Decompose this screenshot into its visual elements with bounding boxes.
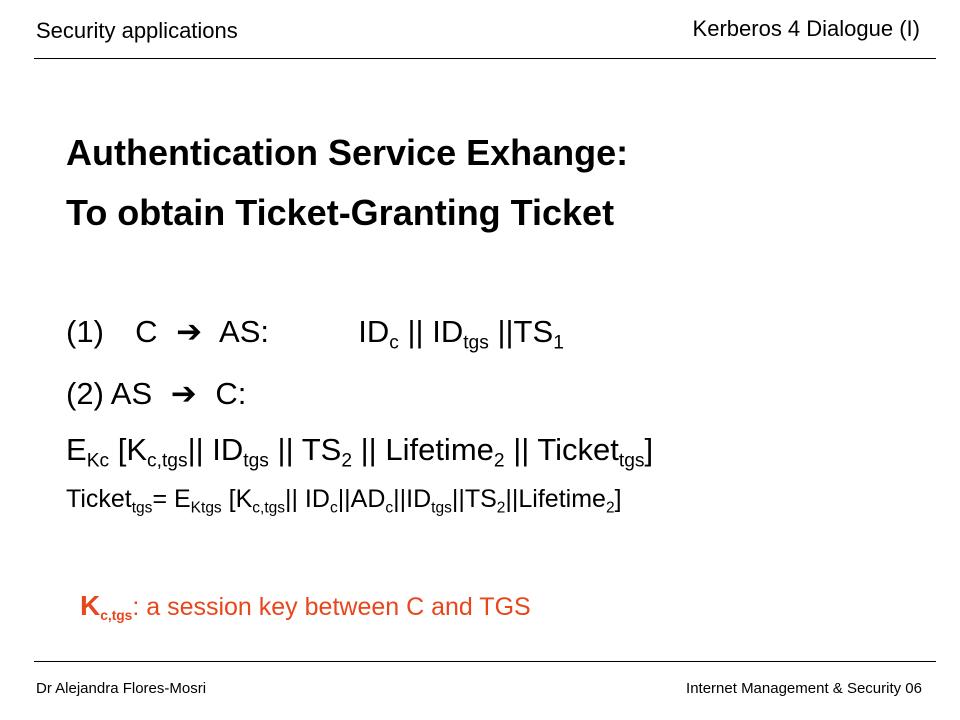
formula-e: E [66, 432, 87, 467]
ticket-sub: Ktgs [190, 499, 222, 517]
formula-part: || Lifetime [352, 432, 494, 467]
step2-line [66, 376, 246, 412]
arrow-right-icon: ➔ [176, 314, 203, 349]
formula-kctgs-sub: c,tgs [147, 450, 188, 472]
footer-divider [34, 661, 936, 662]
step1-tgs-sub: tgs [463, 332, 489, 354]
message-formula [66, 432, 654, 472]
ticket-sub: c [385, 499, 394, 517]
ticket-sub: tgs [131, 499, 153, 517]
ticket-part: || ID [285, 485, 330, 513]
ticket-part: ||TS [451, 485, 497, 513]
header-divider [34, 58, 936, 59]
step1-to: AS: [219, 314, 270, 349]
step1-id-sub: c [389, 332, 399, 354]
note-text: : a session key between C and TGS [132, 593, 531, 621]
formula-part: || Ticket [504, 432, 619, 467]
note-key-sub: c,tgs [100, 607, 133, 623]
footer-course: Internet Management & Security 06 [686, 680, 922, 697]
ticket-sub: c,tgs [252, 499, 285, 517]
slide-title-line1: Authentication Service Exhange: [66, 132, 629, 173]
slide-title-line2: To obtain Ticket-Granting Ticket [66, 192, 615, 233]
ticket-sub: 2 [496, 499, 506, 517]
ticket-part: ||Lifetime [505, 485, 606, 513]
formula-part: ] [644, 432, 654, 467]
step1-sep1: || ID [398, 314, 464, 349]
ticket-formula [66, 485, 622, 517]
formula-tgs-sub: tgs [243, 450, 269, 472]
ticket-part: [K [221, 485, 253, 513]
step1-line [66, 314, 564, 354]
ticket-part: = E [152, 485, 191, 513]
arrow-right-icon: ➔ [170, 376, 197, 411]
formula-part: || ID [187, 432, 244, 467]
ticket-part: ||AD [337, 485, 386, 513]
ticket-part: Ticket [66, 485, 132, 513]
ticket-sub: 2 [605, 499, 615, 517]
step2-to: C: [215, 376, 247, 411]
formula-part: [K [109, 432, 148, 467]
header-right-title: Kerberos 4 Dialogue (I) [692, 16, 920, 41]
formula-ts-sub: 2 [341, 450, 352, 472]
step1-sep2: ||TS [488, 314, 554, 349]
ticket-sub: tgs [431, 499, 452, 517]
note-key: K [80, 590, 101, 621]
formula-lifetime-sub: 2 [493, 450, 505, 472]
step2-number: (2) [66, 376, 104, 411]
step1-id: ID [358, 314, 390, 349]
step1-number: (1) [66, 314, 104, 349]
ticket-part: ] [614, 485, 622, 513]
ticket-part: ||ID [393, 485, 432, 513]
step1-ts-sub: 1 [553, 332, 564, 354]
formula-ticket-sub: tgs [618, 450, 645, 472]
formula-part: || TS [268, 432, 342, 467]
footer-author: Dr Alejandra Flores-Mosri [36, 680, 207, 697]
ticket-sub: c [329, 499, 338, 517]
step1-from: C [135, 314, 158, 349]
session-key-note [80, 590, 531, 622]
step2-from: AS [110, 376, 153, 411]
header-left-title: Security applications [36, 18, 238, 43]
formula-kc-sub: Kc [86, 450, 110, 472]
